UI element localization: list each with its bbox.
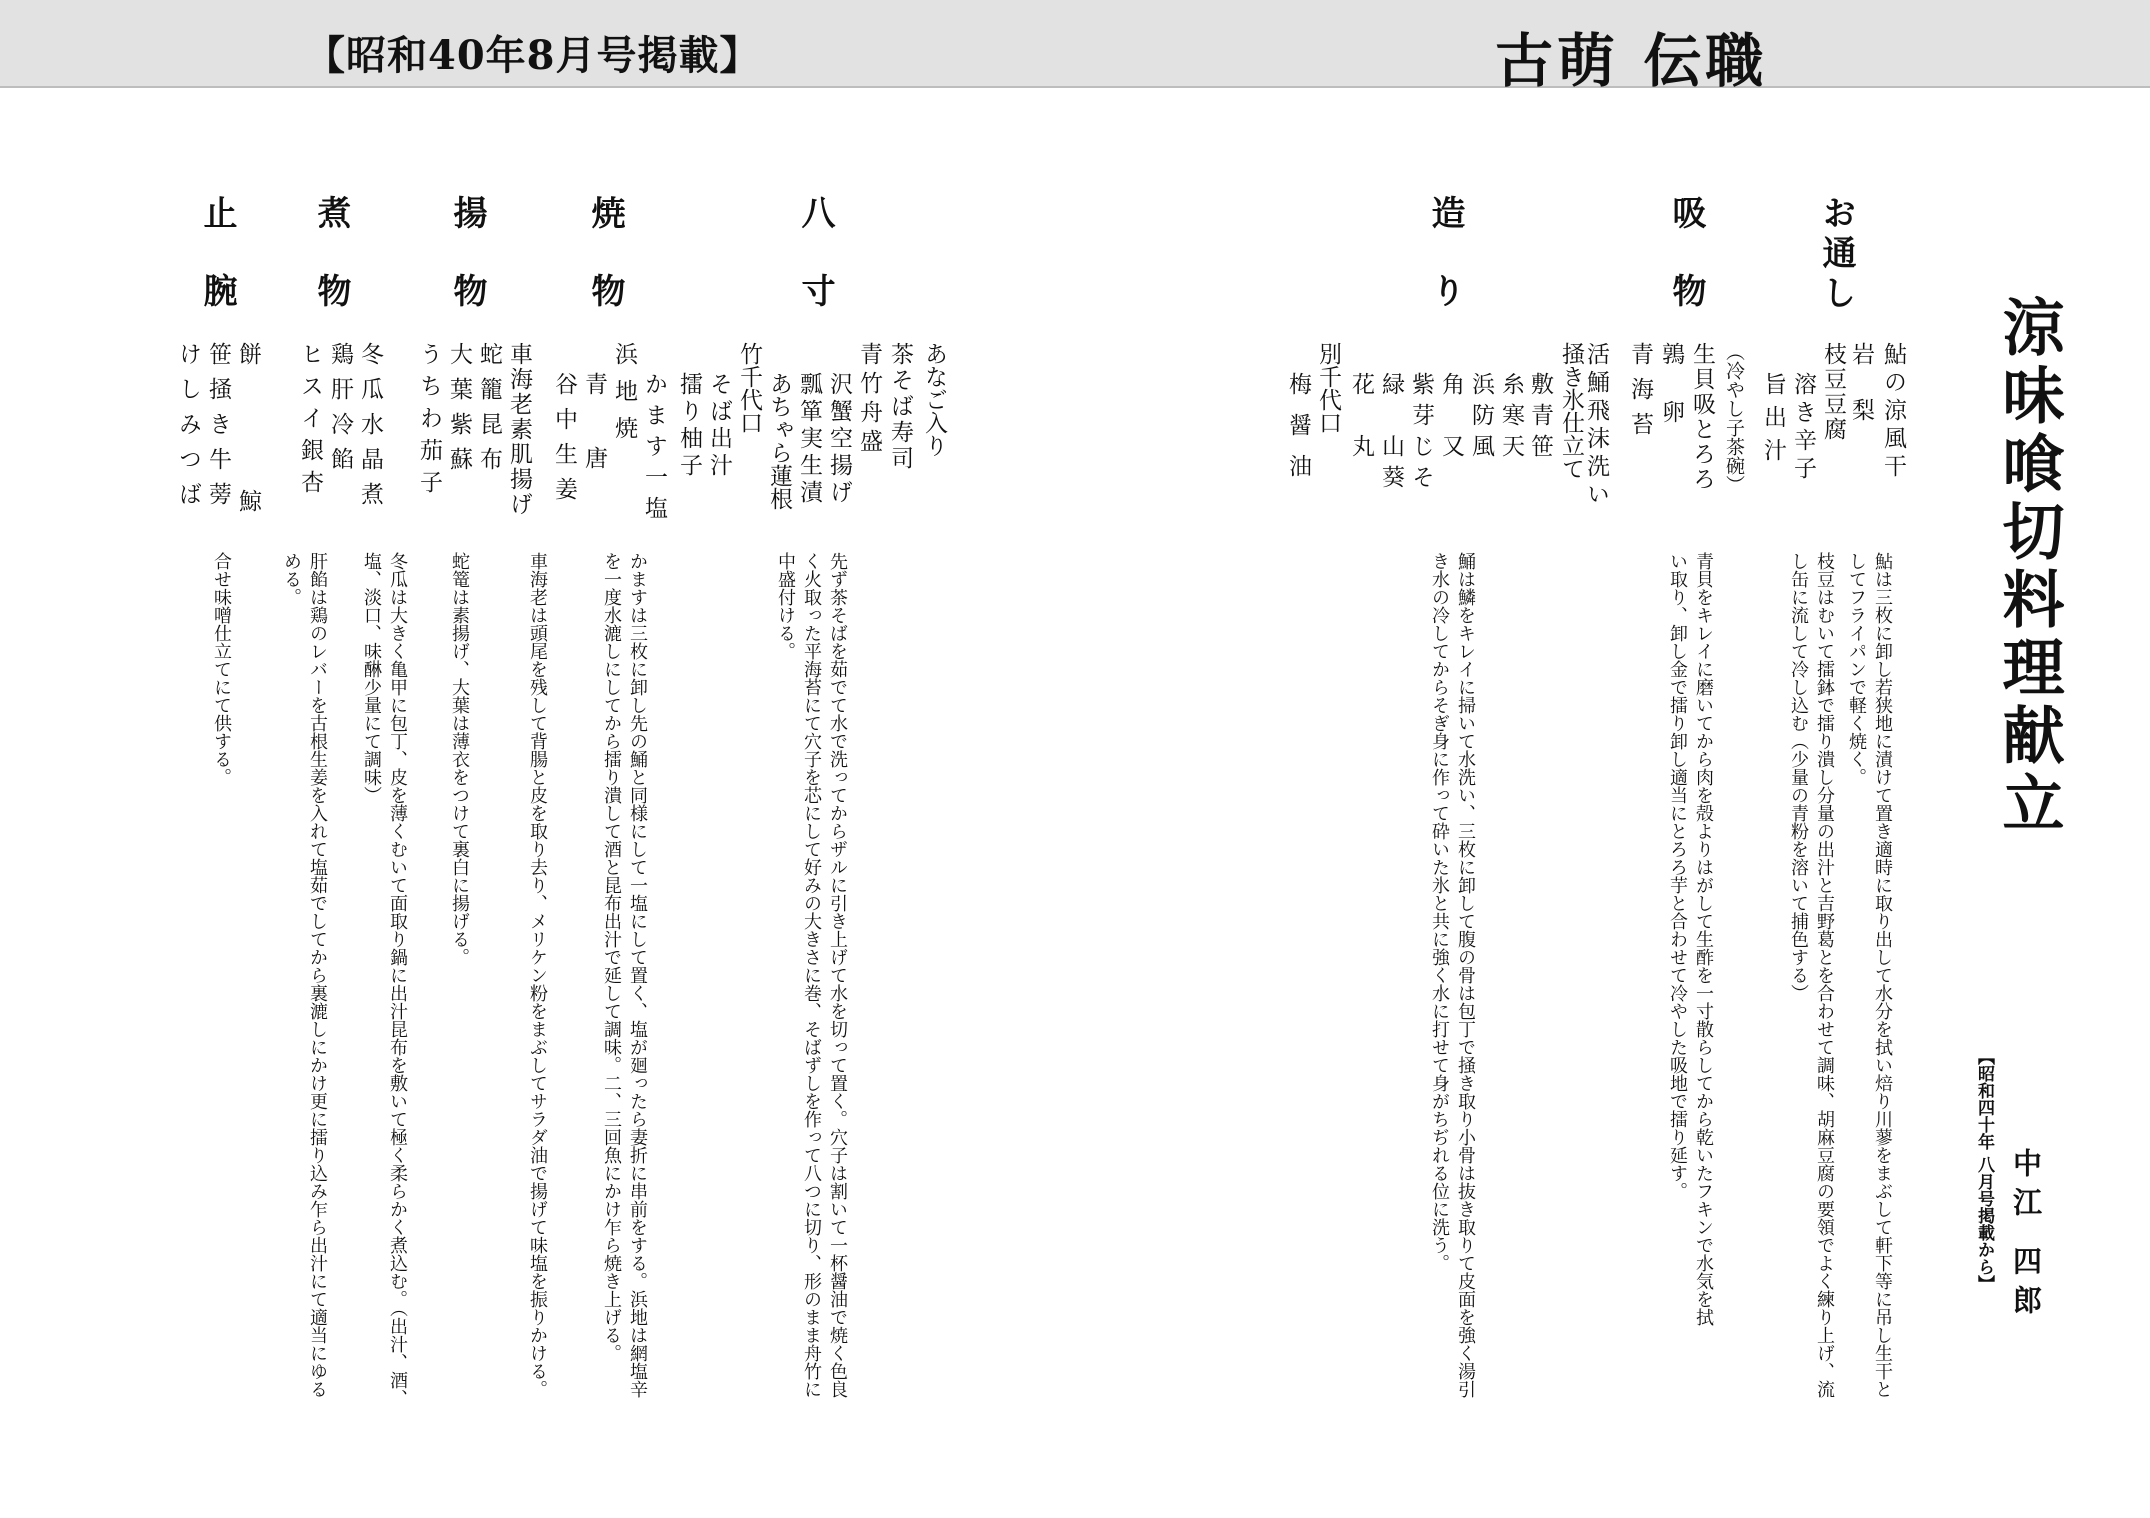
dish-item: 瓢箪実生漬 [796, 372, 822, 507]
description-text: 合せ味噌仕立てにて供する。 [211, 552, 232, 786]
dish-item: 沢蟹空揚げ [826, 372, 852, 507]
dish-item: 岩 梨 [1848, 342, 1874, 426]
description-text: 車海老は頭尾を残して背腸と皮を取り去り、メリケン粉をまぶしてサラダ油で揚げて味塩を振りかける。 [527, 552, 548, 1398]
dish-item: 青 唐 [581, 372, 607, 483]
dish-item: 冬瓜水晶煮 [357, 342, 383, 517]
dish-item: あなご入り [921, 342, 947, 457]
header-bar [0, 0, 2150, 95]
dish-item: そば出汁 [706, 372, 732, 480]
dish-item: 旨出汁 [1760, 372, 1786, 471]
dish-item: けしみつば [175, 342, 201, 517]
description-text: 青貝をキレイに磨いてから肉を殻よりはがして生酢を一寸散らしてから乾いたフキンで水気を拭い取り、卸し金で擂り卸し適当にとろろ芋と合わせて冷やした吸地で擂り延す。 [1667, 552, 1714, 1326]
dish-item: 青海苔 [1627, 342, 1653, 447]
dish-item: 車海老素肌揚げ [506, 342, 532, 517]
dish-item: 竹千代口 [736, 342, 762, 434]
dish-item: 梅醤油 [1285, 372, 1311, 495]
heading-yakimono: 焼物 [585, 195, 625, 351]
dish-item: 花 丸 [1348, 372, 1374, 465]
dish-item: 谷中生姜 [551, 372, 577, 512]
dish-item: 餅鯨 [235, 342, 261, 636]
dish-item: 浜防風 [1468, 372, 1494, 465]
dish-item: 枝豆豆腐 [1820, 342, 1846, 442]
heading-suimono: 吸物 [1666, 195, 1706, 351]
heading-hassun: 八寸 [795, 195, 835, 351]
description-text: 鯒は鱗をキレイに掃いて水洗い、三枚に卸して腹の骨は包丁で掻き取り小骨は抜き取りて皮面を強く湯引き水の冷してからそぎ身に作って砕いた氷と共に強く水に打せて身がちぢれる位に洗う。 [1429, 552, 1476, 1398]
dish-item: うちわ茄子 [416, 342, 442, 502]
article-title: 涼味喰切料理献立 [1992, 295, 2065, 839]
dish-item: かます一塩 [641, 372, 667, 527]
dish-item: 鶏肝冷餡 [327, 342, 353, 482]
dish-item: 茶そば寿司 [887, 342, 913, 472]
heading-tomewan: 止腕 [197, 195, 237, 351]
dish-item: 糸寒天 [1498, 372, 1524, 465]
dish-item: 蛇籠昆布 [476, 342, 502, 482]
description-text: かますは三枚に卸し先の鯒と同様にして一塩にして置く、塩が廻ったら妻折に串前をする。浜地は網塩辛を一度水漉しにしてから擂り潰して酒と昆布出汁で延して調味。二、三回魚にかけ乍ら焼き上げる。 [601, 552, 648, 1398]
heading-agemono: 揚物 [447, 195, 487, 351]
description-text: 冬瓜は大きく亀甲に包丁、皮を薄くむいて面取り鍋に出汁昆布を敷いて極く柔らかく煮込む。（出汁、酒、塩、淡口、味醂少量にて調味） [361, 552, 408, 1407]
dish-item: 緑 山葵 [1378, 372, 1404, 496]
dish-item: 青竹舟盛 [856, 342, 882, 458]
dish-item: 鶉 卵 [1658, 342, 1684, 429]
dish-item: 別千代口 [1315, 342, 1341, 434]
dish-item: 溶き辛子 [1790, 372, 1816, 484]
dish-item: ヒスイ銀杏 [297, 342, 323, 502]
description-text: 蛇篭は素揚げ、大葉は薄衣をつけて裏白に揚げる。 [449, 552, 470, 966]
author-name: 中江 四郎 [2009, 1148, 2043, 1325]
dish-item: 擂り柚子 [676, 372, 702, 480]
dish-item: 生貝吸とろろ [1689, 342, 1715, 492]
description-text: 肝餡は鶏のレバーを古根生姜を入れて塩茹でしてから裏漉しにかけ更に擂り込み乍ら出汁にて適当にゆるめる。 [281, 552, 328, 1398]
dish-item: 浜地焼 [611, 342, 637, 453]
issue-label: 【昭和40年8月号掲載】 [305, 32, 761, 79]
description-text: 枝豆はむいて擂鉢で擂り潰し分量の出汁と吉野葛とを合わせて調味、胡麻豆腐の要領でよく練り上げ、流し缶に流して冷し込む（少量の青粉を溶いて捕色する） [1788, 552, 1835, 1398]
dish-item: 敷青笹 [1527, 372, 1553, 465]
heading-otoshi: お通し [1816, 195, 1856, 315]
dish-item: 掻き氷仕立て [1558, 342, 1584, 480]
dish-item: 角 又 [1438, 372, 1464, 465]
heading-nimono: 煮物 [311, 195, 351, 351]
publication-note: 【昭和四十年 八月号掲載から】 [1974, 1048, 1994, 1292]
dish-item: 活鯒飛沫洗い [1583, 342, 1609, 510]
heading-tsukuri: 造り [1425, 195, 1465, 351]
dish-item: あちゃら蓮根 [766, 372, 792, 510]
publication-logo: 古萌 伝職 [1495, 27, 1768, 95]
description-text: 先ず茶そばを茹でて水で洗ってからザルに引き上げて水を切って置く。穴子は割いて一杯醤油で焼く色良く火取った平海苔にて穴子を芯にして好みの大きさに巻、そばずしを作って八つに切り、形のまま舟竹に中盛付ける。 [775, 552, 848, 1398]
dish-item: 笹掻き牛蒡 [205, 342, 231, 517]
dish-item: 大葉紫蘇 [446, 342, 472, 482]
dish-item: （冷やし子茶碗） [1723, 342, 1745, 494]
description-text: 鮎は三枚に卸し若狭地に漬けて置き適時に取り出して水分を拭い焙り川蓼をまぶして軒下等に吊し生干としてフライパンで軽く焼く。 [1846, 552, 1893, 1398]
dish-item: 紫芽じそ [1408, 372, 1434, 496]
dish-item: 鮎の涼風干 [1880, 342, 1906, 482]
